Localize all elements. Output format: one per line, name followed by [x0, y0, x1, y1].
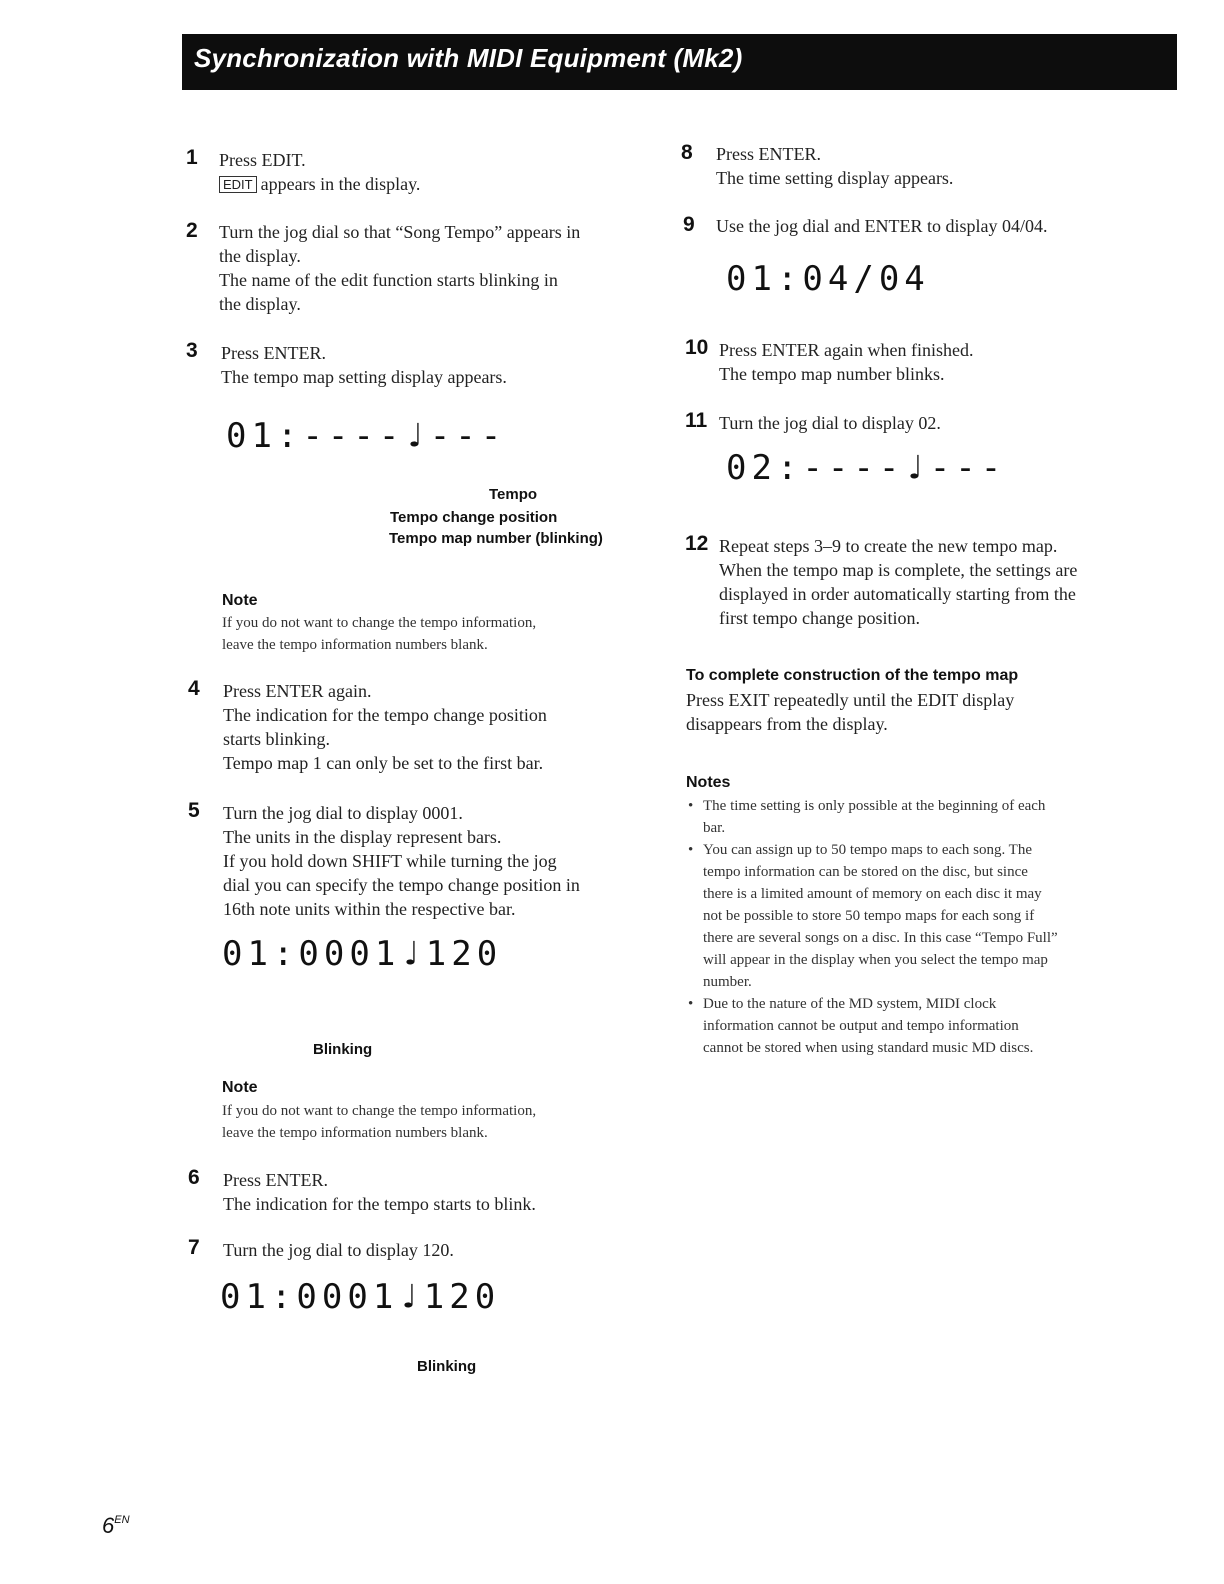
note-1-line-2: leave the tempo information numbers blank.: [222, 637, 488, 653]
notes-item-1: [686, 795, 1126, 839]
quarter-note-icon: ♩: [400, 934, 426, 974]
notes-item-3-line-1: • Due to the nature of the MD system, MIDI clock: [703, 996, 997, 1012]
notes-item-2-line-3: there is a limited amount of memory on each disc it may: [703, 886, 1042, 902]
step-10: [719, 338, 973, 386]
note-2-body: [222, 1100, 536, 1144]
step-8: [716, 142, 953, 190]
tempo-position-display: [222, 934, 502, 974]
display-3-label-blinking: Blinking: [417, 1358, 477, 1375]
step-12-number: 12: [685, 532, 709, 555]
display-1-label-map-number: Tempo map number (blinking): [389, 530, 603, 547]
step-7-line-1: Turn the jog dial to display 120.: [223, 1240, 454, 1260]
complete-heading: To complete construction of the tempo map: [686, 667, 1019, 684]
step-4-line-1: Press ENTER again.: [223, 681, 372, 701]
step-2-number: 2: [186, 219, 198, 242]
step-2-line-1: Turn the jog dial so that “Song Tempo” appears in: [219, 222, 581, 242]
step-11-line-1: Turn the jog dial to display 02.: [719, 413, 941, 433]
step-4: [223, 679, 547, 775]
step-12: [719, 534, 1077, 630]
notes-item-2-line-2: tempo information can be stored on the disc, but since: [703, 864, 1028, 880]
step-12-line-3: displayed in order automatically starting from the: [719, 584, 1076, 604]
step-10-line-2: The tempo map number blinks.: [719, 364, 945, 384]
display-1-label-tempo: Tempo: [489, 486, 538, 503]
complete-body: [686, 688, 1014, 736]
quarter-note-icon: ♩: [404, 416, 430, 456]
step-9-line-1: Use the jog dial and ENTER to display 04/04.: [716, 216, 1048, 236]
complete-line-1: Press EXIT repeatedly until the EDIT display: [686, 690, 1015, 710]
time-signature-display: 01:04/04: [726, 259, 930, 299]
step-4-line-3: starts blinking.: [223, 729, 330, 749]
step-8-line-1: Press ENTER.: [716, 144, 821, 164]
edit-indicator-label: EDIT: [219, 176, 257, 193]
note-1-heading: Note: [222, 592, 258, 609]
step-7-number: 7: [188, 1236, 200, 1259]
step-9-number: 9: [683, 213, 695, 236]
step-12-line-1: Repeat steps 3–9 to create the new tempo map.: [719, 536, 1058, 556]
tempo-value-display: [220, 1277, 500, 1317]
step-7: [223, 1238, 454, 1262]
step-5-line-2: The units in the display represent bars.: [223, 827, 502, 847]
step-6-line-2: The indication for the tempo starts to blink.: [223, 1194, 536, 1214]
notes-item-2-line-4: not be possible to store 50 tempo maps for each song if: [703, 908, 1035, 924]
step-3: [221, 341, 507, 389]
display-5-prefix: 02:----: [726, 448, 905, 488]
page-number: [102, 1513, 130, 1539]
display-3-prefix: 01:0001: [220, 1277, 399, 1317]
display-2-label-blinking: Blinking: [313, 1041, 373, 1058]
step-5-number: 5: [188, 799, 200, 822]
display-1-suffix: ---: [429, 416, 507, 456]
step-2-line-2: the display.: [219, 246, 301, 266]
step-1-number: 1: [186, 146, 198, 169]
complete-line-2: disappears from the display.: [686, 714, 888, 734]
step-3-number: 3: [186, 339, 198, 362]
notes-item-3-line-2: information cannot be output and tempo information: [703, 1018, 1019, 1034]
tempo-map-2-display: [726, 448, 1006, 488]
display-1-label-position: Tempo change position: [390, 509, 558, 526]
note-1-line-1: If you do not want to change the tempo information,: [222, 615, 537, 631]
step-1-line-2: [219, 172, 420, 198]
page-number-value: 6: [102, 1513, 115, 1538]
notes-item-3: [686, 993, 1126, 1059]
step-6: [223, 1168, 536, 1216]
step-5-line-3: If you hold down SHIFT while turning the jog: [223, 851, 557, 871]
note-2-line-2: leave the tempo information numbers blank.: [222, 1125, 488, 1141]
step-12-line-2: When the tempo map is complete, the settings are: [719, 560, 1078, 580]
step-9: [716, 214, 1047, 238]
tempo-map-display-empty: [226, 416, 506, 456]
step-3-line-1: Press ENTER.: [221, 343, 326, 363]
step-4-number: 4: [188, 677, 200, 700]
step-10-line-1: Press ENTER again when finished.: [719, 340, 974, 360]
quarter-note-icon: ♩: [398, 1277, 424, 1317]
notes-item-2-line-5: there are several songs on a disc. In this case “Tempo Full”: [703, 930, 1058, 946]
step-5-line-1: Turn the jog dial to display 0001.: [223, 803, 463, 823]
note-1-body: [222, 612, 536, 656]
step-11-number: 11: [685, 409, 708, 432]
note-2-line-1: If you do not want to change the tempo information,: [222, 1103, 537, 1119]
step-1-line-2-text: appears in the display.: [260, 174, 421, 194]
note-2-heading: Note: [222, 1079, 258, 1096]
page-title: Synchronization with MIDI Equipment (Mk2): [194, 43, 743, 73]
notes-item-3-line-3: cannot be stored when using standard music MD discs.: [703, 1040, 1034, 1056]
step-12-line-4: first tempo change position.: [719, 608, 920, 628]
step-8-line-2: The time setting display appears.: [716, 168, 954, 188]
display-3-suffix: 120: [423, 1277, 501, 1317]
notes-heading: Notes: [686, 774, 731, 791]
step-8-number: 8: [681, 141, 693, 164]
step-11: [719, 411, 941, 435]
step-4-line-2: The indication for the tempo change position: [223, 705, 547, 725]
display-5-suffix: ---: [929, 448, 1007, 488]
notes-item-2-line-7: number.: [703, 974, 752, 990]
step-1-line-1: Press EDIT.: [219, 150, 306, 170]
notes-item-2: [686, 839, 1126, 993]
display-1-prefix: 01:----: [226, 416, 405, 456]
notes-item-2-line-6: will appear in the display when you select the tempo map: [703, 952, 1048, 968]
display-2-suffix: 120: [425, 934, 503, 974]
notes-list: [686, 795, 1126, 1059]
step-10-number: 10: [685, 336, 709, 359]
quarter-note-icon: ♩: [904, 448, 930, 488]
step-5-line-5: 16th note units within the respective bar.: [223, 899, 516, 919]
step-6-number: 6: [188, 1166, 200, 1189]
step-2: [219, 220, 580, 316]
step-5-line-4: dial you can specify the tempo change position in: [223, 875, 580, 895]
page-number-suffix: EN: [114, 1513, 130, 1526]
step-4-line-4: Tempo map 1 can only be set to the first bar.: [223, 753, 544, 773]
step-2-line-4: the display.: [219, 294, 301, 314]
step-2-line-3: The name of the edit function starts blinking in: [219, 270, 558, 290]
step-5: [223, 801, 580, 921]
step-6-line-1: Press ENTER.: [223, 1170, 328, 1190]
notes-item-1-line-1: • The time setting is only possible at the beginning of each: [703, 798, 1046, 814]
step-3-line-2: The tempo map setting display appears.: [221, 367, 507, 387]
notes-item-1-line-2: bar.: [703, 820, 726, 836]
display-2-prefix: 01:0001: [222, 934, 401, 974]
step-1: [219, 148, 420, 198]
notes-item-2-line-1: • You can assign up to 50 tempo maps to each song. The: [703, 842, 1032, 858]
